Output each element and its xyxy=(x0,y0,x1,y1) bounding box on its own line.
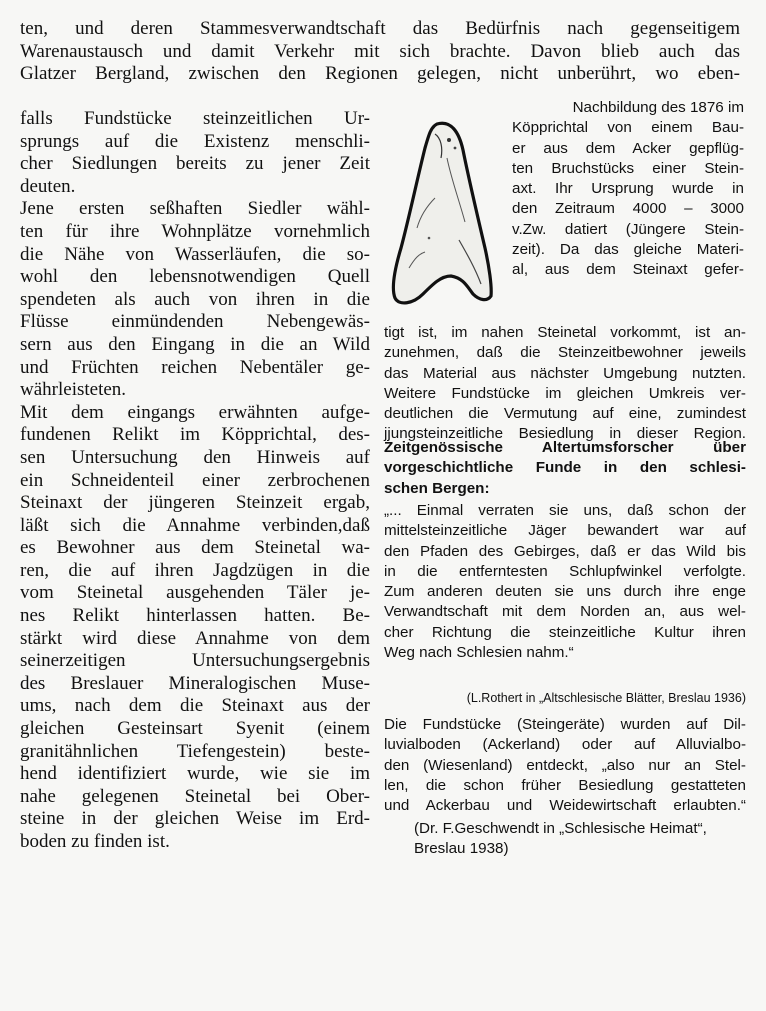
text-line: Steinaxt der jüngeren Steinzeit ergab, xyxy=(20,492,370,514)
text-line: ein Schneidenteil einer zerbrochenen xyxy=(20,469,370,491)
text-line: (Dr. F.Geschwendt in „Schlesische Heimat“, xyxy=(414,820,707,837)
text-line: steine in der gleichen Weise im Erd- xyxy=(20,808,370,830)
text-line: Köpprichtal von einem Bau- xyxy=(512,119,744,137)
text-line: und Ackerbau und Weidewirtschaft erlaubten.“ xyxy=(384,797,746,815)
text-line: Weg nach Schlesien nahm.“ xyxy=(384,644,574,662)
text-line: sprungs auf die Existenz menschli- xyxy=(20,130,370,152)
figure-with-caption xyxy=(384,98,746,332)
citation-geschwendt xyxy=(414,819,746,860)
text-line: deutlichen die Vermutung auf eine, zumindest xyxy=(384,405,746,423)
text-line: cher Richtung die steinzeitliche Kultur ihren xyxy=(384,623,746,641)
text-line: Flüsse einmündenden Nebengewäs- xyxy=(20,311,370,333)
text-line: und Früchten reichen Nebentäler ge- xyxy=(20,356,370,378)
text-line: Weitere Fundstücke im gleichen Umkreis ver- xyxy=(384,384,746,402)
text-line: den Zeitraum 4000 – 3000 xyxy=(512,200,744,218)
section-heading xyxy=(384,438,746,499)
text-line: vom Steinetal ausgehenden Täler je- xyxy=(20,582,370,604)
text-line: tigt ist, im nahen Steinetal vorkommt, ist an- xyxy=(384,324,746,341)
quotation xyxy=(384,501,746,663)
text-line: des Breslauer Mineralogischen Muse- xyxy=(20,672,370,694)
stone-axe-fragment-image xyxy=(389,118,497,308)
text-line: läßt sich die Annahme verbinden,daß xyxy=(20,514,370,536)
text-line: (L.Rothert in „Altschlesische Blätter, Breslau 1936) xyxy=(466,691,746,705)
text-line: zunehmen, daß die Steinzeitbewohner jeweils xyxy=(384,344,746,362)
text-line: er aus dem Acker gepflüg- xyxy=(512,139,744,157)
text-line: ums, nach dem die Steinaxt aus der xyxy=(20,695,370,717)
text-line: zeit). Da das gleiche Materi- xyxy=(512,241,744,259)
text-line: spendeten als auch von ihren in die xyxy=(20,288,370,310)
text-line: stärkt wird diese Annahme von dem xyxy=(20,627,370,649)
text-line: es Bewohner aus dem Steinetal wa- xyxy=(20,537,370,559)
text-line: nes Relikt hinterlassen hatten. Be- xyxy=(20,605,370,627)
heading-line: vorgeschichtliche Funde in den schlesi- xyxy=(384,459,746,477)
text-line: nahe gelegenen Steinetal bei Ober- xyxy=(20,785,370,807)
heading-line: Zeitgenössische Altertumsforscher über xyxy=(384,439,746,456)
text-line: v.Zw. datiert (Jüngere Stein- xyxy=(512,220,744,238)
text-line: wohl den lebensnotwendigen Quell xyxy=(20,266,370,288)
text-line: Die Fundstücke (Steingeräte) wurden auf Dil- xyxy=(384,716,746,733)
text-line: seinerzeitigen Untersuchungsergebnis xyxy=(20,650,370,672)
citation-rothert xyxy=(432,688,746,708)
text-line: axt. Ihr Ursprung wurde in xyxy=(512,180,744,198)
text-line: fundenen Relikt im Köpprichtal, des- xyxy=(20,424,370,446)
text-line: len, die schon früher Besiedlung gestatteten xyxy=(384,776,746,794)
text-line: das Material aus nächster Umgebung nutzten. xyxy=(384,364,746,382)
text-line: al, aus dem Steinaxt gefer- xyxy=(512,261,744,279)
text-line: ten Bruchstücks einer Stein- xyxy=(512,159,744,177)
text-line: Zum anderen deuten sie uns durch ihre enge xyxy=(384,583,746,601)
text-line: Nachbildung des 1876 im xyxy=(572,99,744,116)
left-column xyxy=(20,108,370,854)
text-line: cher Siedlungen bereits zu jener Zeit xyxy=(20,153,370,175)
text-line: Warenaustausch und damit Verkehr mit sich brachte. Davon blieb auch das xyxy=(20,40,740,62)
intro-paragraph xyxy=(20,18,740,86)
text-line: sen Untersuchung den Hinweis auf xyxy=(20,446,370,468)
text-line: jjungsteinzeitliche Besiedlung in dieser Region. xyxy=(384,425,746,443)
text-line: die Nähe von Wasserläufen, die so- xyxy=(20,243,370,265)
text-line: luvialboden (Ackerland) oder auf Alluvialbo- xyxy=(384,736,746,754)
text-line: ten, und deren Stammesverwandtschaft das Bedürfnis nach gegenseitigem xyxy=(20,18,740,39)
text-line: gleichen Gesteinsart Syenit (einem xyxy=(20,718,370,740)
text-line: mittelsteinzeitliche Jäger bewandert war auf xyxy=(384,522,746,540)
text-line: boden zu finden ist. xyxy=(20,831,170,852)
text-line: „... Einmal verraten sie uns, daß schon der xyxy=(384,502,746,519)
text-line: währleisteten. xyxy=(20,379,127,401)
heading-line: schen Bergen: xyxy=(384,479,490,497)
text-line: Glatzer Bergland, zwischen den Regionen gelegen, nicht unberührt, wo eben- xyxy=(20,63,740,85)
text-line: granitähnlichen Tiefengestein) beste- xyxy=(20,740,370,762)
text-line: den (Wiesenland) entdeckt, „also nur an Stel- xyxy=(384,756,746,774)
text-line: Mit dem eingangs erwähnten aufge- xyxy=(20,401,370,423)
text-line: ren, die auf ihren Jagdzügen in die xyxy=(20,559,370,581)
text-line: sern aus den Eingang in die an Wild xyxy=(20,333,370,355)
figure-caption xyxy=(512,98,744,281)
text-line: Jene ersten seßhaften Siedler wähl- xyxy=(20,198,370,220)
text-line: deuten. xyxy=(20,175,76,197)
right-column xyxy=(384,98,746,858)
text-line: Breslau 1938) xyxy=(414,840,509,858)
text-line: ten für ihre Wohnplätze vornehmlich xyxy=(20,220,370,242)
text-line: Verwandtschaft mit dem Norden an, aus wel- xyxy=(384,603,746,621)
text-line: in die entferntesten Schlupfwinkel verfolgte. xyxy=(384,562,746,580)
text-line: falls Fundstücke steinzeitlichen Ur- xyxy=(20,108,370,129)
text-line: hend identifiziert wurde, wie sie im xyxy=(20,763,370,785)
findings-paragraph xyxy=(384,715,746,816)
text-line: den Pfaden des Gebirges, daß er das Wild bis xyxy=(384,542,746,560)
caption-continuation xyxy=(384,323,746,445)
